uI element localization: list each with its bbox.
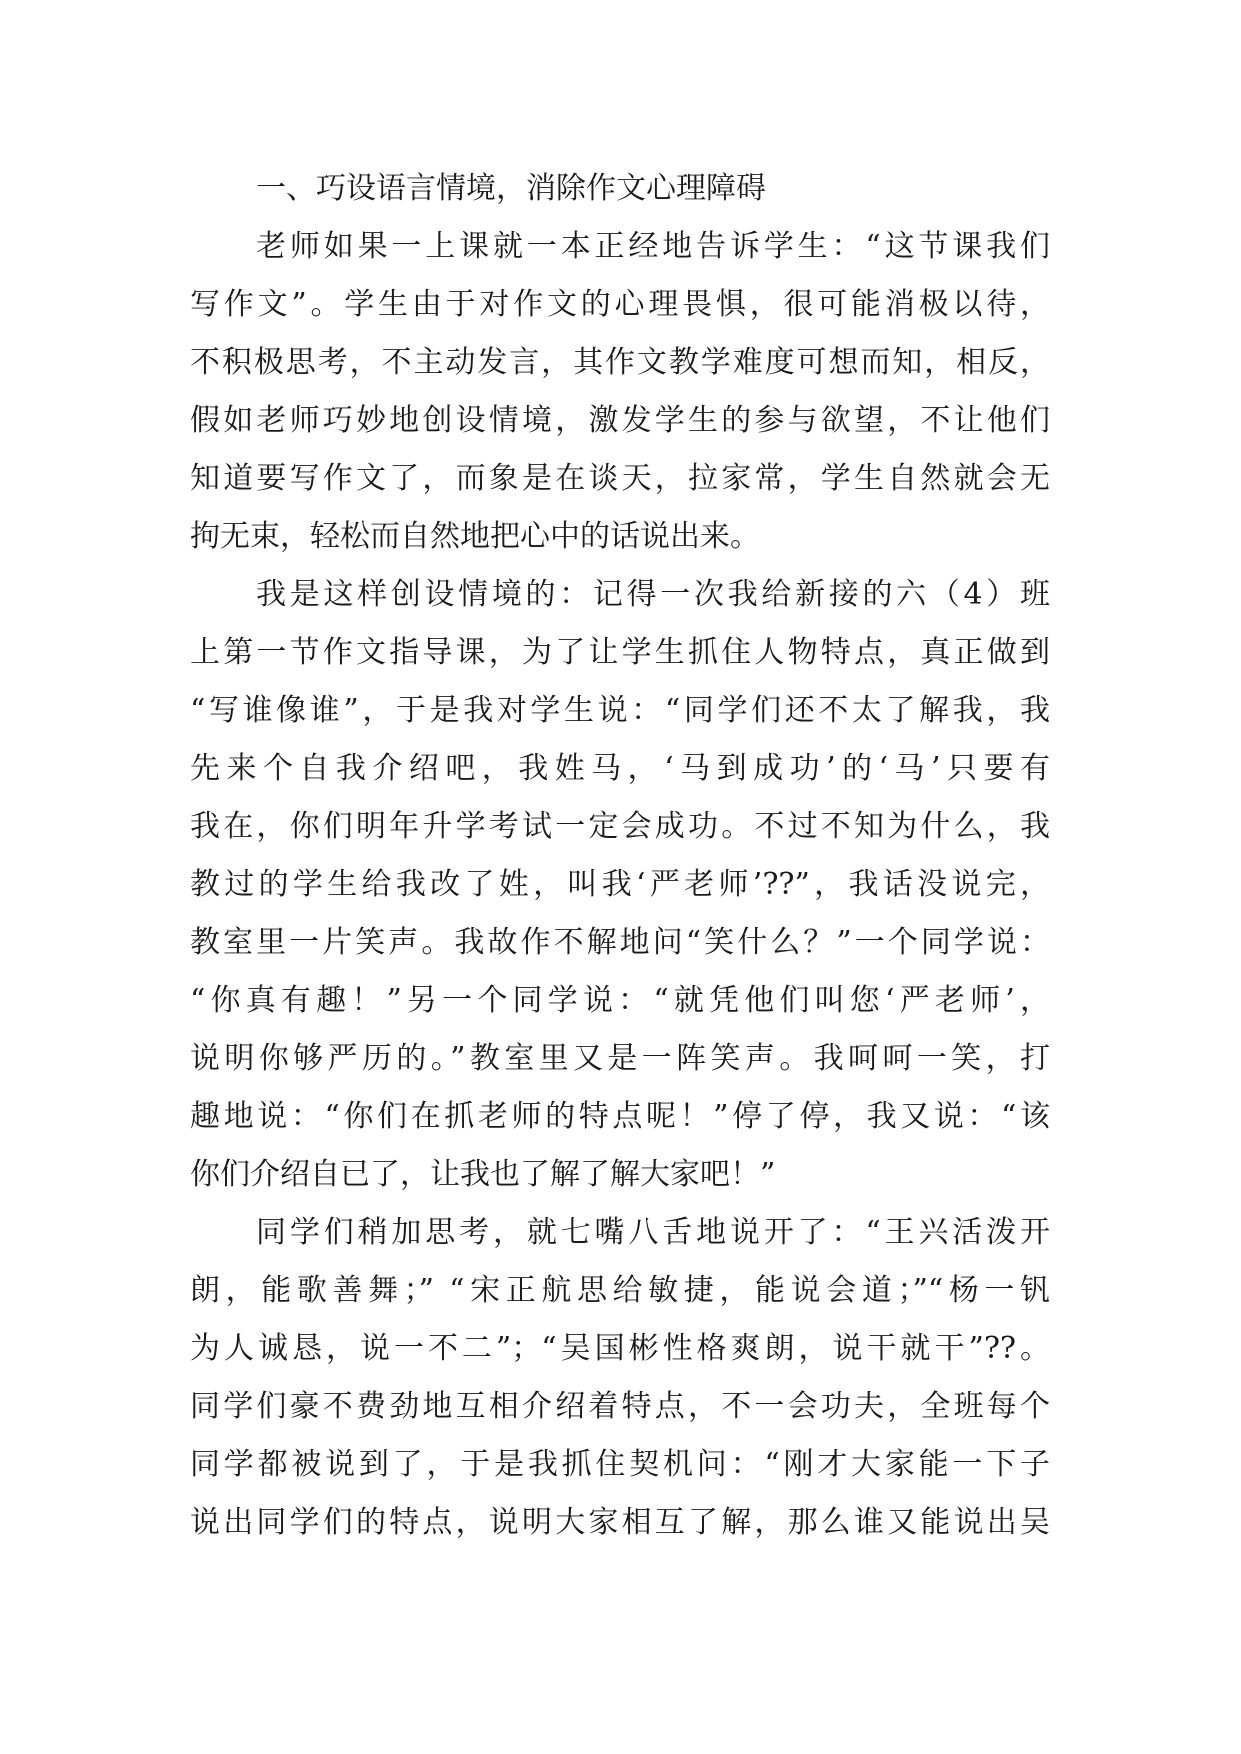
paragraph-3-line-4: 同学们豪不费劲地互相介绍着特点，不一会功夫，全班每个 (190, 1389, 1050, 1424)
paragraph-3-line-5: 同学都被说到了，于是我抓住契机问：“刚才大家能一下子 (190, 1447, 1050, 1482)
paragraph-2-line-11: 你们介绍自已了，让我也了解了解大家吧！” (190, 1157, 776, 1192)
paragraph-2-line-5: 我在，你们明年升学考试一定会成功。不过不知为什么，我 (190, 809, 1050, 844)
section-heading: 一、巧设语言情境，消除作文心理障碍 (256, 171, 766, 206)
paragraph-2-line-6: 教过的学生给我改了姓，叫我‘严老师’??”，我话没说完， (190, 867, 1050, 902)
paragraph-3-line-3: 为人诚恳，说一不二”；“吴国彬性格爽朗，说干就干”??。 (190, 1331, 1050, 1366)
paragraph-1-line-2: 写作文”。学生由于对作文的心理畏惧，很可能消极以待， (190, 287, 1050, 322)
paragraph-3-line-2: 朗，能歌善舞；” “宋正航思给敏捷，能说会道；”“杨一钒 (190, 1273, 1050, 1308)
paragraph-2-line-7: 教室里一片笑声。我故作不解地问“笑什么？”一个同学说： (190, 925, 1050, 960)
paragraph-2-line-1: 我是这样创设情境的：记得一次我给新接的六（4）班 (256, 577, 1050, 612)
paragraph-2-line-3: “写谁像谁”，于是我对学生说：“同学们还不太了解我，我 (190, 693, 1050, 728)
paragraph-1-line-3: 不积极思考，不主动发言，其作文教学难度可想而知，相反， (190, 345, 1050, 380)
paragraph-2-line-2: 上第一节作文指导课，为了让学生抓住人物特点，真正做到 (190, 635, 1050, 670)
paragraph-1-line-6: 拘无束，轻松而自然地把心中的话说出来。 (190, 519, 760, 554)
paragraph-1-line-4: 假如老师巧妙地创设情境，激发学生的参与欲望，不让他们 (190, 403, 1050, 438)
paragraph-2-line-8: “你真有趣！”另一个同学说：“就凭他们叫您‘严老师’， (190, 983, 1050, 1018)
paragraph-1-line-1: 老师如果一上课就一本正经地告诉学生：“这节课我们 (256, 229, 1050, 264)
document-body (190, 160, 1050, 1552)
paragraph-1-line-5: 知道要写作文了，而象是在谈天，拉家常，学生自然就会无 (190, 461, 1050, 496)
paragraph-2-line-9: 说明你够严历的。”教室里又是一阵笑声。我呵呵一笑，打 (190, 1041, 1050, 1076)
paragraph-3-line-6: 说出同学们的特点，说明大家相互了解，那么谁又能说出吴 (190, 1505, 1050, 1540)
paragraph-2-line-10: 趣地说：“你们在抓老师的特点呢！”停了停，我又说：“该 (190, 1099, 1050, 1134)
paragraph-3-line-1: 同学们稍加思考，就七嘴八舌地说开了：“王兴活泼开 (256, 1215, 1050, 1250)
paragraph-2-line-4: 先来个自我介绍吧，我姓马，‘马到成功’的‘马’只要有 (190, 751, 1050, 786)
